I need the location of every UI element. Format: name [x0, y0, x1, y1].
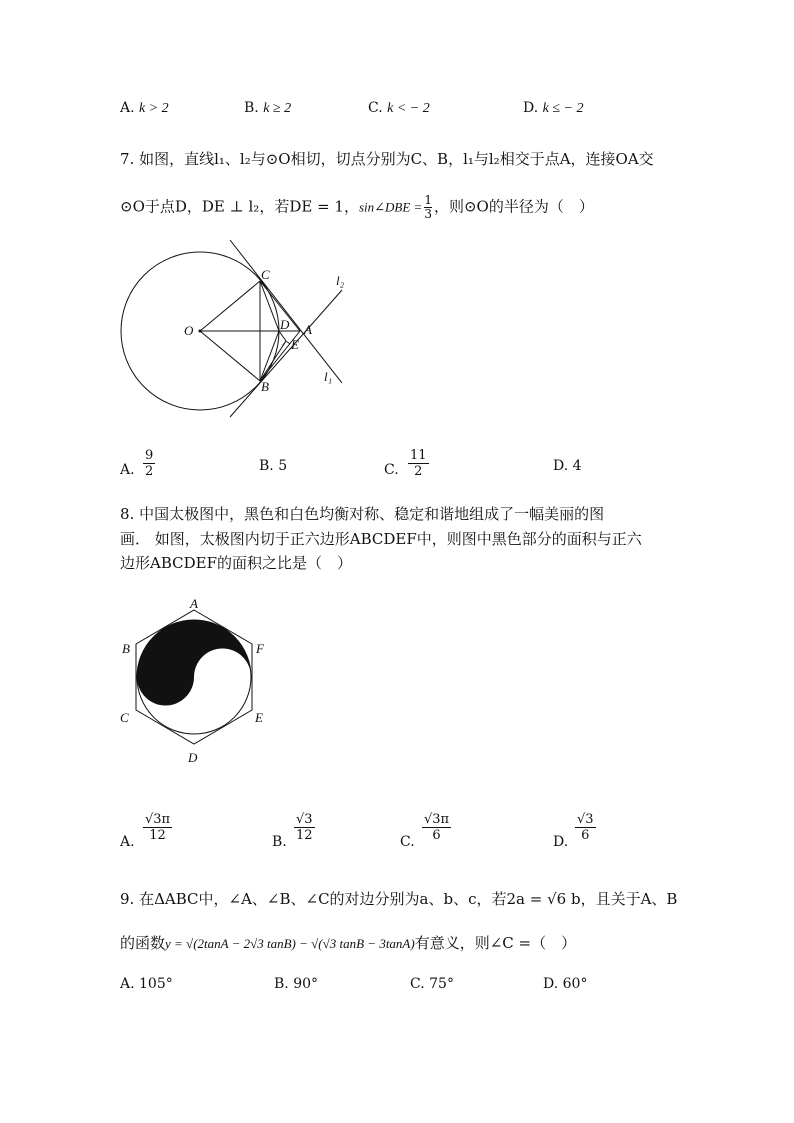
q9-option-b: B. 90° — [274, 976, 319, 992]
q6-option-d: D. k ≤ − 2 — [523, 100, 584, 116]
q7-circle-tangent-figure — [110, 235, 360, 420]
q8-option-d-label: D. — [553, 834, 569, 850]
q7-label-l2: l₂ — [336, 273, 345, 288]
q7-label-c: C — [261, 267, 270, 282]
q8-option-b-label: B. — [272, 834, 287, 850]
q8-stem-line3: 边形ABCDEF的面积之比是（ ） — [120, 554, 352, 572]
q7-option-c-label: C. — [384, 462, 399, 478]
q8-option-d-fraction: $\frac{√3}{6}$ — [577, 812, 594, 843]
q8-option-b-fraction: $\frac{√3}{12}$ — [296, 812, 313, 843]
q7-stem-line2: ⊙O于点D，DE ⊥ l₂，若DE = 1，sin∠DBE = $\frac{1}{3}$ ，则⊙O的半径为（ ） — [120, 193, 594, 221]
q6-option-c: C. k < − 2 — [368, 100, 430, 116]
q9-option-d: D. 60° — [543, 976, 588, 992]
q9-stem-line1: 9. 在ΔABC中，∠A、∠B、∠C的对边分别为a、b、c，若2a = √6 b，且关于A、B — [120, 890, 678, 908]
q8-label-d: D — [188, 750, 198, 765]
q8-option-c-label: C. — [400, 834, 415, 850]
q8-option-a-fraction: $\frac{√3\pi}{12}$ — [145, 812, 171, 843]
q7-option-a-label: A. — [120, 462, 135, 478]
q9-stem-line2: 的函数y = √(2tanA − 2√3 tanB) − √(√3 tanB − 3tanA)有意义，则∠C =（ ） — [120, 934, 577, 952]
q8-label-e: E — [255, 710, 263, 725]
q8-stem-line1: 8. 中国太极图中，黑色和白色均衡对称、稳定和谐地组成了一幅美丽的图 — [120, 505, 605, 523]
q7-label-l1: l₁ — [324, 369, 333, 384]
q7-label-d: D — [280, 317, 290, 332]
q9-option-a: A. 105° — [120, 976, 173, 992]
q7-label-o: O — [184, 323, 194, 338]
q7-option-b: B. 5 — [259, 458, 288, 474]
q7-option-c-fraction: $\frac{11}{2}$ — [410, 448, 427, 479]
q7-option-a-fraction: $\frac{9}{2}$ — [145, 448, 154, 479]
q8-label-b: B — [122, 641, 130, 656]
q8-label-a: A — [190, 596, 198, 611]
q9-option-c: C. 75° — [410, 976, 454, 992]
q8-taiji-hexagon-figure — [112, 596, 277, 771]
q8-option-a-label: A. — [120, 834, 135, 850]
q6-option-b: B. k ≥ 2 — [244, 100, 292, 116]
q7-label-a: A — [304, 322, 312, 337]
q6-option-a: A. k > 2 — [120, 100, 169, 116]
q8-label-f: F — [256, 641, 264, 656]
q7-stem-line1: 7. 如图，直线l₁、l₂与⊙O相切，切点分别为C、B，l₁与l₂相交于点A，连接OA交 — [120, 150, 654, 168]
q8-label-c: C — [120, 710, 129, 725]
q7-label-e: E — [291, 337, 299, 352]
q7-option-d: D. 4 — [553, 458, 582, 474]
q8-option-c-fraction: $\frac{√3\pi}{6}$ — [424, 812, 450, 843]
q8-stem-line2: 画． 如图，太极图内切于正六边形ABCDEF中，则图中黑色部分的面积与正六 — [120, 530, 642, 548]
q7-label-b: B — [261, 379, 269, 394]
